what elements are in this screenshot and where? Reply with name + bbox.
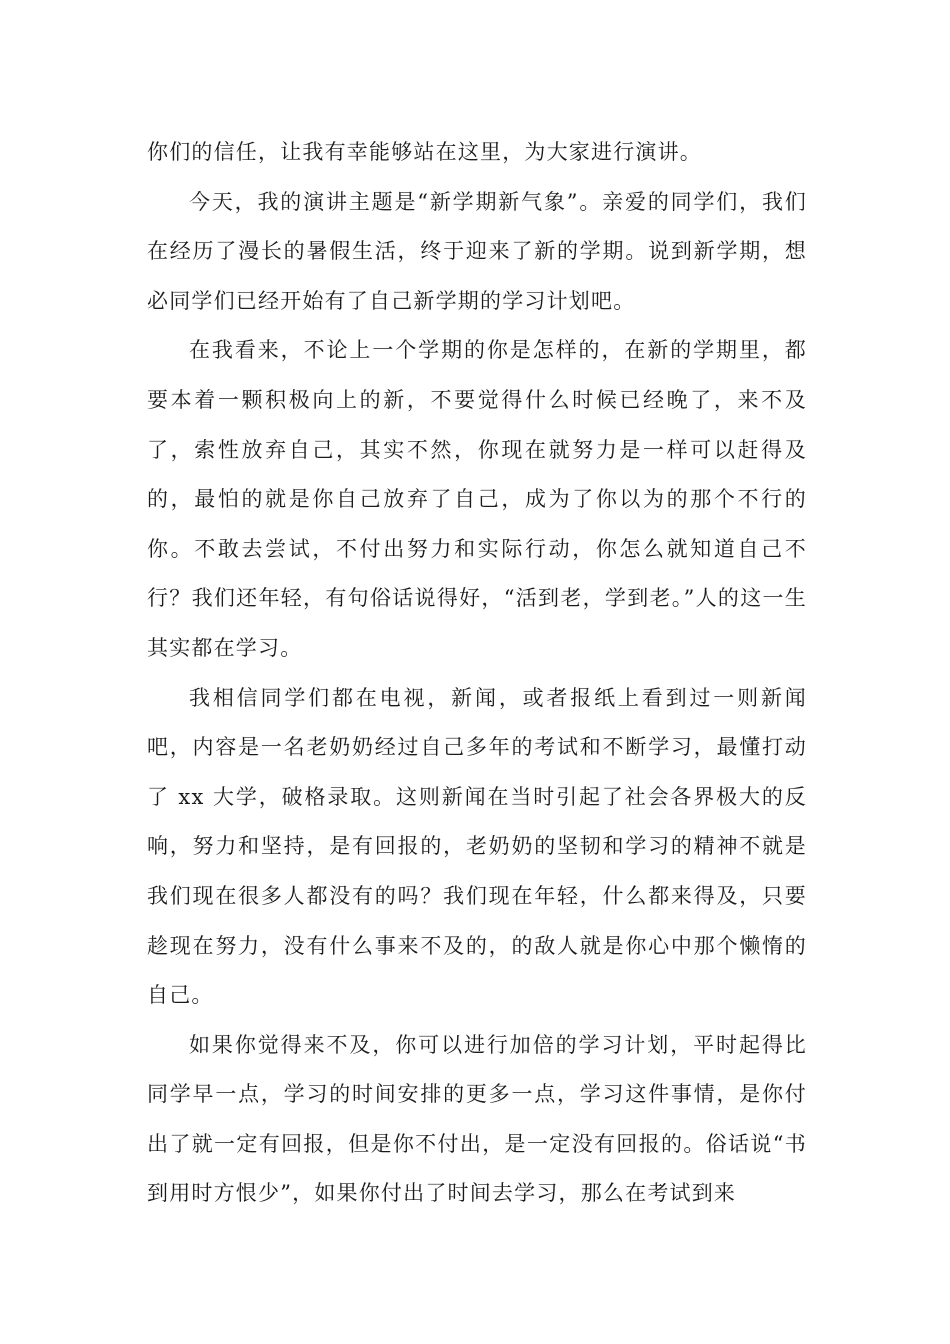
- paragraph-5: 如果你觉得来不及，你可以进行加倍的学习计划，平时起得比同学早一点，学习的时间安排的更多一点，学习这件事情，是你付出了就一定有回报，但是你不付出，是一定没有回报的。俗话说“书到用时方恨少”，如果你付出了时间去学习，那么在考试到来: [147, 1032, 807, 1206]
- paragraph-3: 在我看来，不论上一个学期的你是怎样的，在新的学期里，都要本着一颗积极向上的新，不要觉得什么时候已经晚了，来不及了，索性放弃自己，其实不然，你现在就努力是一样可以赶得及的，最怕的就是你自己放弃了自己，成为了你以为的那个不行的你。不敢去尝试，不付出努力和实际行动，你怎么就知道自己不行？我们还年轻，有句俗话说得好，“活到老，学到老。”人的这一生其实都在学习。: [147, 338, 807, 660]
- paragraph-4: 我相信同学们都在电视，新闻，或者报纸上看到过一则新闻吧，内容是一名老奶奶经过自己多年的考试和不断学习，最懂打动了 xx 大学，破格录取。这则新闻在当时引起了社会各界极大的反响，努力和坚持，是有回报的，老奶奶的坚韧和学习的精神不就是我们现在很多人都没有的吗？我们现在年轻，什么都来得及，只要趁现在努力，没有什么事来不及的，的敌人就是你心中那个懒惰的自己。: [147, 685, 807, 1008]
- document-body: [147, 128, 807, 1219]
- paragraph-1: 你们的信任，让我有幸能够站在这里，为大家进行演讲。: [147, 140, 702, 164]
- paragraph-2: 今天，我的演讲主题是“新学期新气象”。亲爱的同学们，我们在经历了漫长的暑假生活，终于迎来了新的学期。说到新学期，想必同学们已经开始有了自己新学期的学习计划吧。: [147, 189, 807, 313]
